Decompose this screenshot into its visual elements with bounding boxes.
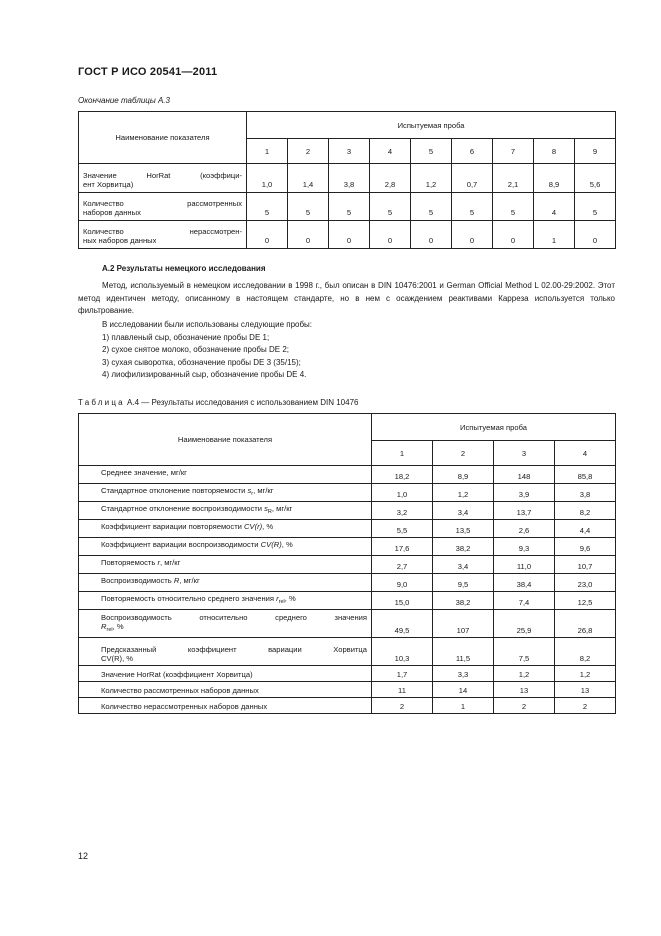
table-cell: 1,4 [288, 164, 329, 193]
table-row [79, 556, 616, 574]
table-cell: 2 [494, 698, 555, 714]
table-cell: 13,7 [494, 502, 555, 520]
table-a4-row-name: Коэффициент вариации повторяемости CV(r), % [79, 520, 372, 538]
table-cell: 1,2 [555, 666, 616, 682]
table-row [79, 520, 616, 538]
list-item: 1) плавленый сыр, обозначение пробы DE 1; [102, 332, 270, 342]
table-cell: 2,1 [493, 164, 534, 193]
table-a3-colnum: 7 [493, 139, 534, 164]
list-item: 2) сухое снятое молоко, обозначение пробы DE 2; [102, 345, 289, 354]
table-cell: 11,5 [433, 638, 494, 666]
table-cell: 5 [247, 193, 288, 221]
section-title: А.2 Результаты немецкого исследования [102, 264, 266, 273]
table-row [79, 164, 616, 193]
table-cell: 3,2 [372, 502, 433, 520]
table-cell: 14 [433, 682, 494, 698]
table-a3-colnum: 5 [411, 139, 452, 164]
table-cell: 9,0 [372, 574, 433, 592]
table-cell: 1,7 [372, 666, 433, 682]
table-a3 [78, 111, 616, 249]
table-cell: 17,6 [372, 538, 433, 556]
table-cell: 11 [372, 682, 433, 698]
sample-list-intro: В исследовании были использованы следующие пробы: [102, 320, 313, 329]
table-cell: 2 [555, 698, 616, 714]
table-row [79, 682, 616, 698]
table-a4-colnum: 2 [433, 441, 494, 466]
table-cell: 5 [329, 193, 370, 221]
table-a3-colnum: 4 [370, 139, 411, 164]
table-cell: 15,0 [372, 592, 433, 610]
sample-list [102, 319, 639, 382]
table-cell: 1,0 [372, 484, 433, 502]
table-cell: 8,9 [433, 466, 494, 484]
table-a3-group-header: Испытуемая проба [247, 112, 616, 139]
table-row [79, 502, 616, 520]
table-a3-colnum: 1 [247, 139, 288, 164]
table-a4-colnum: 3 [494, 441, 555, 466]
table-cell: 0 [247, 221, 288, 249]
table-cell: 5,5 [372, 520, 433, 538]
table-cell: 18,2 [372, 466, 433, 484]
table-a3-colnum: 9 [575, 139, 616, 164]
table-cell: 38,2 [433, 538, 494, 556]
table-a3-row-name: Значение HorRat (коэффици- ент Хорвитца) [79, 164, 247, 193]
table-cell: 9,3 [494, 538, 555, 556]
table-row [79, 638, 616, 666]
table-cell: 5 [575, 193, 616, 221]
table-a4-caption: Таблица А.4 — Результаты исследования с использованием DIN 10476 [78, 398, 359, 407]
table-row [79, 610, 616, 638]
table-cell: 9,5 [433, 574, 494, 592]
table-cell: 1,2 [411, 164, 452, 193]
table-cell: 5 [411, 193, 452, 221]
table-cell: 0 [288, 221, 329, 249]
table-cell: 0 [329, 221, 370, 249]
table-a3-row-name: Количество рассмотренных наборов данных [79, 193, 247, 221]
table-a4-row-name: Повторяемость r, мг/кг [79, 556, 372, 574]
table-row [79, 193, 616, 221]
table-cell: 23,0 [555, 574, 616, 592]
table-a3-caption: Окончание таблицы А.3 [78, 96, 170, 105]
table-a4-row-name: Количество рассмотренных наборов данных [79, 682, 372, 698]
table-cell: 3,8 [329, 164, 370, 193]
table-a4-colnum: 4 [555, 441, 616, 466]
table-row [79, 538, 616, 556]
table-cell: 12,5 [555, 592, 616, 610]
table-a4-row-name: Значение HorRat (коэффициент Хорвитца) [79, 666, 372, 682]
table-a3-colnum: 2 [288, 139, 329, 164]
table-cell: 13 [494, 682, 555, 698]
table-cell: 38,4 [494, 574, 555, 592]
table-row [79, 666, 616, 682]
table-cell: 0 [452, 221, 493, 249]
table-a4-colnum: 1 [372, 441, 433, 466]
table-a4-row-name: Коэффициент вариации воспроизводимости CV(R), % [79, 538, 372, 556]
table-cell: 1,0 [247, 164, 288, 193]
table-cell: 8,2 [555, 502, 616, 520]
table-cell: 11,0 [494, 556, 555, 574]
table-cell: 107 [433, 610, 494, 638]
table-cell: 2,8 [370, 164, 411, 193]
table-cell: 0 [575, 221, 616, 249]
table-cell: 0,7 [452, 164, 493, 193]
table-cell: 1,2 [494, 666, 555, 682]
section-paragraph: Метод, используемый в немецком исследовании в 1998 г., был описан в DIN 10476:2001 и German Official Method L 02.00-29:2002. Этот метод идентичен методу, описанному в настоящем стандарте, но в нем с осаждением реактивами Карреза используется только фильтрование. [78, 281, 615, 315]
table-cell: 148 [494, 466, 555, 484]
table-cell: 3,9 [494, 484, 555, 502]
table-cell: 13 [555, 682, 616, 698]
list-item: 3) сухая сыворотка, обозначение пробы DE 3 (35/15); [102, 357, 301, 367]
table-cell: 3,4 [433, 502, 494, 520]
table-cell: 1,2 [433, 484, 494, 502]
table-cell: 2 [372, 698, 433, 714]
table-a4 [78, 413, 616, 714]
table-a4-group-header: Испытуемая проба [372, 414, 616, 441]
table-row [79, 698, 616, 714]
table-cell: 1 [534, 221, 575, 249]
table-cell: 8,9 [534, 164, 575, 193]
table-a3-row-name: Количество нерассмотрен- ных наборов данных [79, 221, 247, 249]
table-cell: 9,6 [555, 538, 616, 556]
table-row [79, 592, 616, 610]
table-cell: 3,3 [433, 666, 494, 682]
table-cell: 5 [370, 193, 411, 221]
table-cell: 10,7 [555, 556, 616, 574]
table-cell: 4 [534, 193, 575, 221]
table-a4-row-name: Стандартное отклонение воспроизводимости $s_R$, мг/кг [79, 502, 372, 520]
table-a4-row-name: Стандартное отклонение повторяемости $s_r$, мг/кг [79, 484, 372, 502]
table-cell: 7,5 [494, 638, 555, 666]
table-cell: 85,8 [555, 466, 616, 484]
table-cell: 0 [411, 221, 452, 249]
table-a4-row-name: Предсказанный коэффициент вариации Хорвитца CV(R), % [79, 638, 372, 666]
table-cell: 10,3 [372, 638, 433, 666]
table-cell: 0 [370, 221, 411, 249]
table-row [79, 466, 616, 484]
table-cell: 38,2 [433, 592, 494, 610]
table-cell: 5,6 [575, 164, 616, 193]
table-a4-row-name: Повторяемость относительно среднего значения $r_{rel}$, % [79, 592, 372, 610]
table-cell: 26,8 [555, 610, 616, 638]
table-cell: 49,5 [372, 610, 433, 638]
table-cell: 0 [493, 221, 534, 249]
table-a3-col-header: Наименование показателя [79, 112, 247, 164]
table-cell: 2,6 [494, 520, 555, 538]
table-row [79, 574, 616, 592]
table-cell: 25,9 [494, 610, 555, 638]
list-item: 4) лиофилизированный сыр, обозначение пробы DE 4. [102, 370, 307, 379]
table-cell: 1 [433, 698, 494, 714]
table-cell: 5 [452, 193, 493, 221]
table-cell: 7,4 [494, 592, 555, 610]
table-a3-colnum: 8 [534, 139, 575, 164]
table-cell: 2,7 [372, 556, 433, 574]
table-row [79, 221, 616, 249]
page-number: 12 [78, 851, 89, 861]
table-a4-row-name: Воспроизводимость R, мг/кг [79, 574, 372, 592]
table-cell: 3,8 [555, 484, 616, 502]
table-cell: 13,5 [433, 520, 494, 538]
table-cell: 4,4 [555, 520, 616, 538]
table-a3-colnum: 3 [329, 139, 370, 164]
table-cell: 5 [493, 193, 534, 221]
table-a4-row-name: Среднее значение, мг/кг [79, 466, 372, 484]
table-a4-col-header: Наименование показателя [79, 414, 372, 466]
table-cell: 8,2 [555, 638, 616, 666]
table-a4-row-name: Количество нерассмотренных наборов данных [79, 698, 372, 714]
table-a3-colnum: 6 [452, 139, 493, 164]
table-row [79, 484, 616, 502]
document-header: ГОСТ Р ИСО 20541—2011 [78, 66, 218, 78]
table-cell: 5 [288, 193, 329, 221]
table-a4-row-name: Воспроизводимость относительно среднего значения $R_{rel}$, % [79, 610, 372, 638]
table-cell: 3,4 [433, 556, 494, 574]
